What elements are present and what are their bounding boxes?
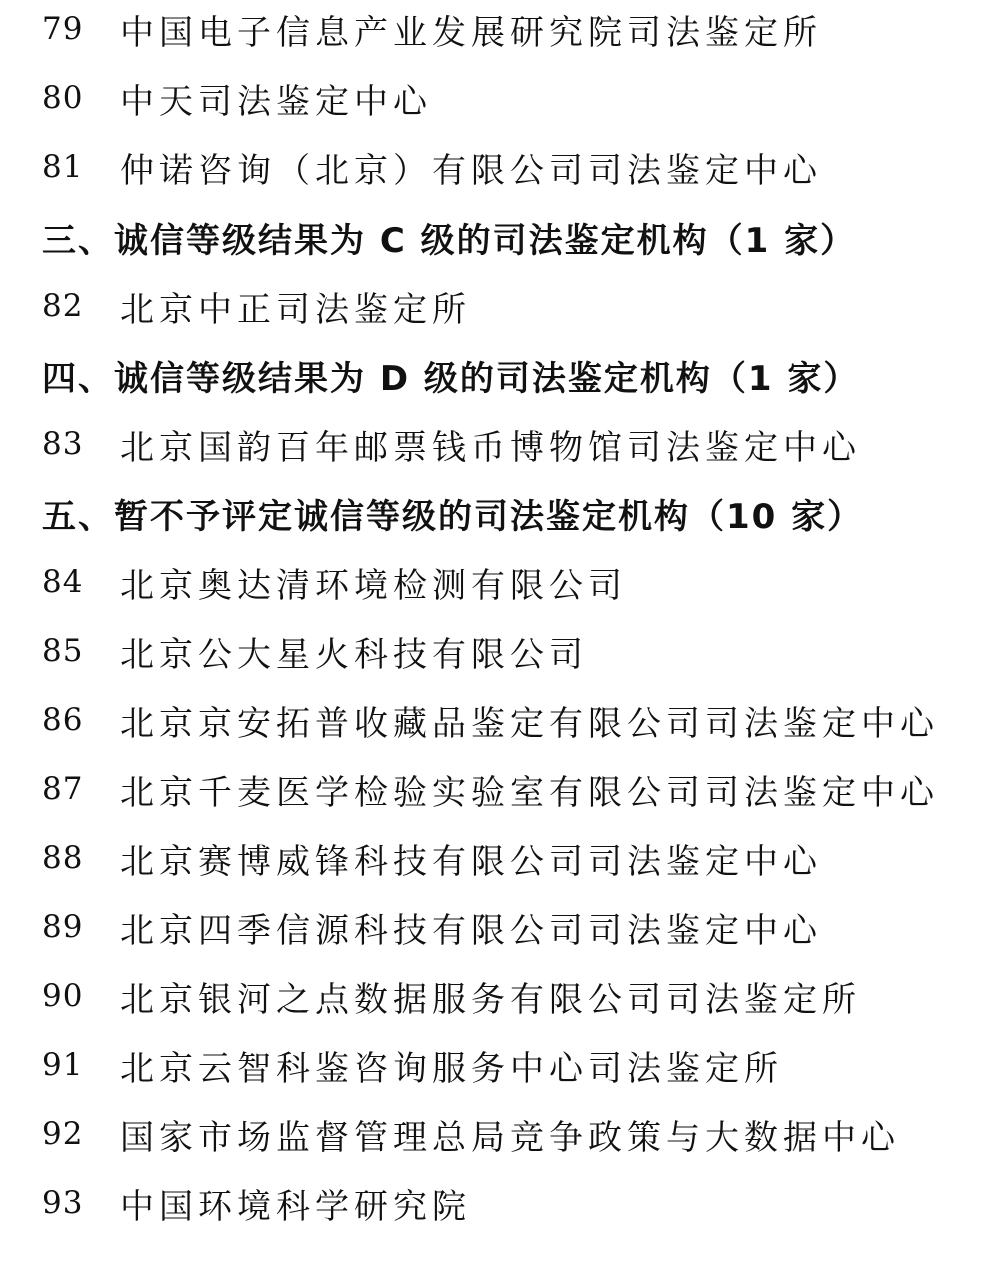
item-name: 北京千麦医学检验实验室有限公司司法鉴定中心 (120, 772, 939, 813)
item-number: 87 (42, 771, 84, 807)
item-number: 89 (42, 909, 84, 945)
list-item (42, 142, 822, 192)
list-item (42, 1040, 783, 1090)
list-item (42, 971, 861, 1021)
list-item (42, 557, 627, 607)
item-number: 88 (42, 840, 84, 876)
item-number: 85 (42, 633, 84, 669)
item-name: 北京奥达清环境检测有限公司 (120, 565, 627, 606)
list-item (42, 1109, 900, 1159)
item-number: 80 (42, 80, 84, 116)
item-number: 91 (42, 1047, 84, 1083)
list-item (42, 1178, 471, 1228)
section-heading-e: 五、暂不予评定诚信等级的司法鉴定机构（10 家） (42, 496, 864, 537)
item-name: 北京中正司法鉴定所 (120, 289, 471, 330)
item-name: 中天司法鉴定中心 (120, 81, 432, 122)
list-item (42, 902, 822, 952)
item-number: 83 (42, 426, 84, 462)
item-name: 北京赛博威锋科技有限公司司法鉴定中心 (120, 841, 822, 882)
list-item (42, 73, 432, 123)
item-name: 中国电子信息产业发展研究院司法鉴定所 (120, 12, 822, 53)
item-name: 北京四季信源科技有限公司司法鉴定中心 (120, 910, 822, 951)
item-number: 82 (42, 288, 84, 324)
item-number: 90 (42, 978, 84, 1014)
item-number: 92 (42, 1116, 84, 1152)
item-name: 北京公大星火科技有限公司 (120, 634, 588, 675)
list-item (42, 626, 588, 676)
item-name: 国家市场监督管理总局竞争政策与大数据中心 (120, 1117, 900, 1158)
list-item (42, 281, 471, 331)
list-item (42, 833, 822, 883)
item-name: 北京国韵百年邮票钱币博物馆司法鉴定中心 (120, 427, 861, 468)
section-heading-c: 三、诚信等级结果为 C 级的司法鉴定机构（1 家） (42, 220, 857, 261)
list-item (42, 764, 939, 814)
item-name: 仲诺咨询（北京）有限公司司法鉴定中心 (120, 150, 822, 191)
item-number: 84 (42, 564, 84, 600)
item-number: 86 (42, 702, 84, 738)
item-number: 81 (42, 149, 84, 185)
list-item (42, 4, 822, 54)
item-number: 79 (42, 11, 84, 47)
list-item (42, 695, 939, 745)
list-item (42, 419, 861, 469)
item-name: 北京云智科鉴咨询服务中心司法鉴定所 (120, 1048, 783, 1089)
item-name: 北京银河之点数据服务有限公司司法鉴定所 (120, 979, 861, 1020)
section-heading-d: 四、诚信等级结果为 D 级的司法鉴定机构（1 家） (42, 358, 860, 399)
item-name: 中国环境科学研究院 (120, 1186, 471, 1227)
item-number: 93 (42, 1185, 84, 1221)
item-name: 北京京安拓普收藏品鉴定有限公司司法鉴定中心 (120, 703, 939, 744)
